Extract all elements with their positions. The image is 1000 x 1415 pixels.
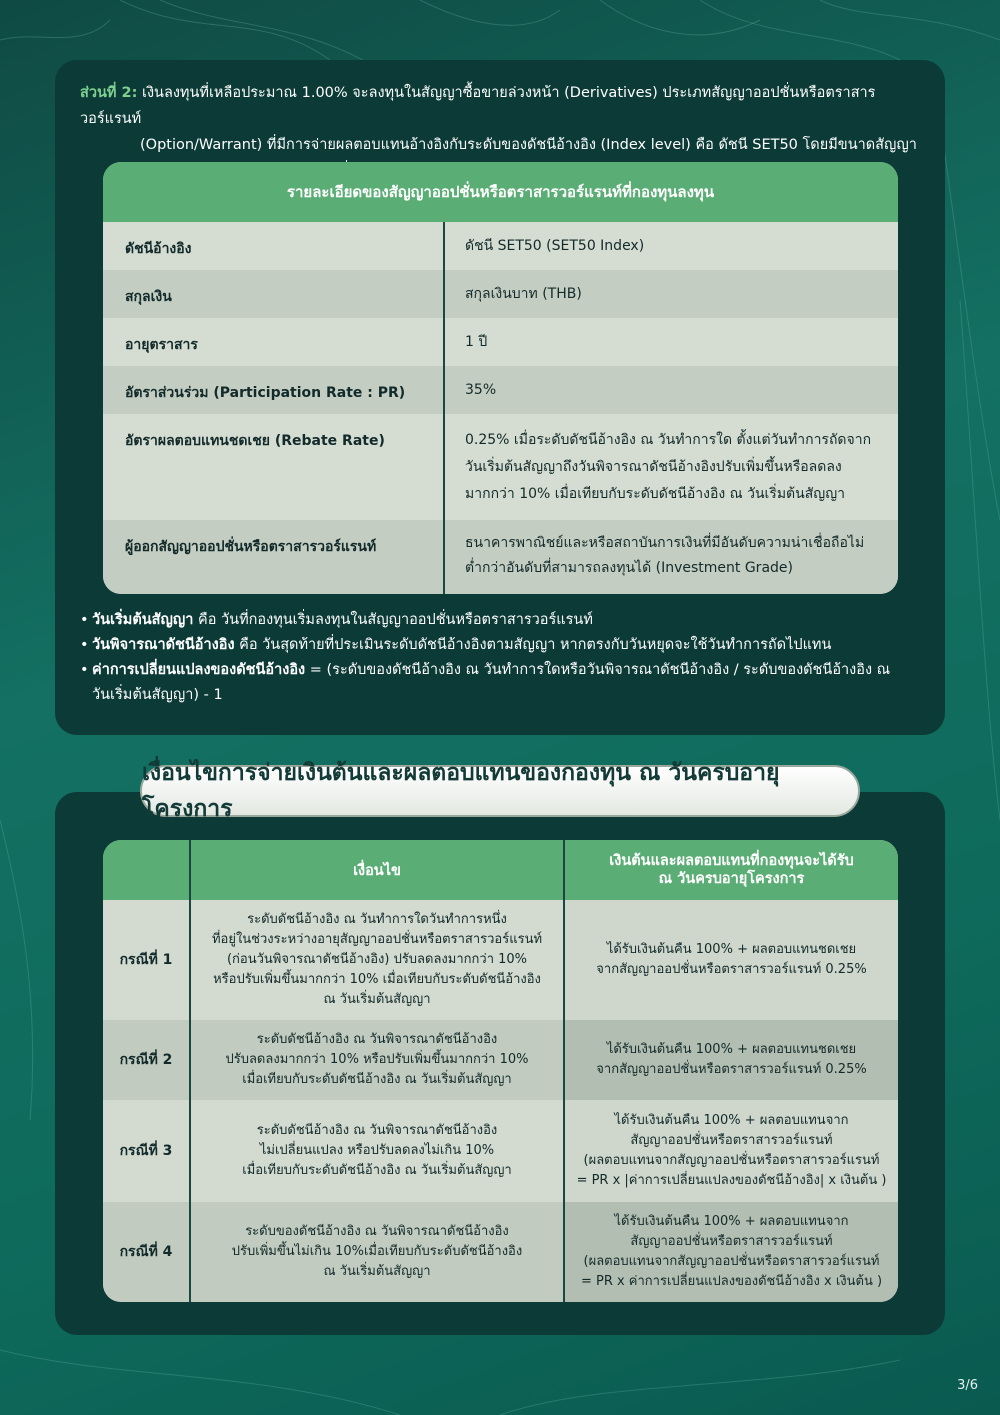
row-value — [445, 318, 898, 366]
result-line: จากสัญญาออปชั่นหรือตราสารวอร์แรนท์ 0.25% — [596, 962, 867, 977]
list-item — [80, 658, 930, 708]
payout-table-header — [103, 840, 898, 900]
condition-line: หรือปรับเพิ่มขึ้นมากกว่า 10% เมื่อเทียบกับระดับดัชนีอ้างอิง — [213, 972, 541, 987]
row-value-line: ดัชนี SET50 (SET50 Index) — [465, 238, 645, 254]
row-key: สกุลเงิน — [103, 270, 445, 318]
section2-line2: (Option/Warrant) ที่มีการจ่ายผลตอบแทนอ้างอิงกับระดับของดัชนีอ้างอิง (Index level) คือ ดัชนี SET50 โดยมีขนาดสัญญา — [140, 137, 917, 153]
case-condition — [191, 1020, 565, 1100]
condition-line: เมื่อเทียบกับระดับดัชนีอ้างอิง ณ วันเริ่มต้นสัญญา — [242, 1072, 512, 1087]
definition-term: วันพิจารณาดัชนีอ้างอิง — [92, 637, 235, 653]
list-item — [80, 608, 930, 633]
definition-text: วันเริ่มต้นสัญญา) - 1 — [92, 687, 223, 703]
result-line: (ผลตอบแทนจากสัญญาออปชั่นหรือตราสารวอร์แรนท์ — [583, 1254, 880, 1269]
row-key: อัตราส่วนร่วม (Participation Rate : PR) — [103, 366, 445, 414]
case-condition — [191, 1202, 565, 1302]
row-value-line: 0.25% เมื่อระดับดัชนีอ้างอิง ณ วันทำการใด ตั้งแต่วันทำการถัดจาก — [465, 432, 872, 448]
row-value — [445, 366, 898, 414]
row-value-line: มากกว่า 10% เมื่อเทียบกับระดับดัชนีอ้างอิง ณ วันเริ่มต้นสัญญา — [465, 486, 845, 502]
row-key: อัตราผลตอบแทนชดเชย (Rebate Rate) — [103, 414, 445, 520]
header-empty-cell — [103, 840, 191, 900]
case-condition — [191, 1100, 565, 1202]
definition-text: คือ วันสุดท้ายที่ประเมินระดับดัชนีอ้างอิงตามสัญญา หากตรงกับวันหยุดจะใช้วันทำการถัดไปแทน — [234, 637, 832, 653]
result-line: (ผลตอบแทนจากสัญญาออปชั่นหรือตราสารวอร์แรนท์ — [583, 1153, 880, 1168]
case-label: กรณีที่ 4 — [103, 1202, 191, 1302]
case-label: กรณีที่ 2 — [103, 1020, 191, 1100]
table-row — [103, 900, 898, 1020]
table-row — [103, 1202, 898, 1302]
case-result — [565, 1100, 898, 1202]
result-line: สัญญาออปชั่นหรือตราสารวอร์แรนท์ — [630, 1234, 833, 1249]
payout-title: เงื่อนไขการจ่ายเงินต้นและผลตอบแทนของกองทุน ณ วันครบอายุโครงการ — [140, 765, 860, 817]
condition-line: ระดับดัชนีอ้างอิง ณ วันทำการใดวันทำการหนึ่ง — [247, 912, 507, 927]
row-value-line: ธนาคารพาณิชย์และหรือสถาบันการเงินที่มีอันดับความน่าเชื่อถือไม่ — [465, 535, 865, 551]
definition-text: คือ วันที่กองทุนเริ่มลงทุนในสัญญาออปชั่นหรือตราสารวอร์แรนท์ — [193, 612, 593, 628]
option-details-table — [103, 162, 898, 594]
row-value — [445, 222, 898, 270]
case-result — [565, 900, 898, 1020]
condition-line: ระดับดัชนีอ้างอิง ณ วันพิจารณาดัชนีอ้างอิง — [256, 1032, 498, 1047]
case-label: กรณีที่ 3 — [103, 1100, 191, 1202]
row-key: ดัชนีอ้างอิง — [103, 222, 445, 270]
table-row — [103, 366, 898, 414]
section2-label: ส่วนที่ 2: — [80, 85, 138, 101]
definition-term: ค่าการเปลี่ยนแปลงของดัชนีอ้างอิง — [92, 662, 306, 678]
condition-line: ณ วันเริ่มต้นสัญญา — [323, 992, 431, 1007]
row-value — [445, 520, 898, 594]
payout-table — [103, 840, 898, 1302]
result-line: ได้รับเงินต้นคืน 100% + ผลตอบแทนชดเชย — [606, 942, 857, 957]
definition-term: วันเริ่มต้นสัญญา — [92, 612, 194, 628]
row-value — [445, 270, 898, 318]
section2-line1: เงินลงทุนที่เหลือประมาณ 1.00% จะลงทุนในสัญญาซื้อขายล่วงหน้า (Derivatives) ประเภทสัญญาออปชั่นหรือตราสารวอร์แรนท์ — [80, 85, 876, 127]
result-line: = PR x ค่าการเปลี่ยนแปลงของดัชนีอ้างอิง x เงินต้น ) — [580, 1274, 883, 1289]
table-row — [103, 414, 898, 520]
table-row — [103, 222, 898, 270]
condition-line: ณ วันเริ่มต้นสัญญา — [323, 1264, 431, 1279]
table-row — [103, 1020, 898, 1100]
case-condition — [191, 900, 565, 1020]
table-row — [103, 520, 898, 594]
row-value-line: วันเริ่มต้นสัญญาถึงวันพิจารณาดัชนีอ้างอิงปรับเพิ่มขึ้นหรือลดลง — [465, 459, 842, 475]
condition-line: ระดับดัชนีอ้างอิง ณ วันพิจารณาดัชนีอ้างอิง — [256, 1123, 498, 1138]
result-line: = PR x |ค่าการเปลี่ยนแปลงของดัชนีอ้างอิง| x เงินต้น ) — [576, 1173, 887, 1188]
condition-line: (ก่อนวันพิจารณาดัชนีอ้างอิง) ปรับลดลงมากกว่า 10% — [226, 952, 528, 967]
row-value-line: 35% — [465, 382, 497, 398]
row-value-line: สกุลเงินบาท (THB) — [465, 286, 582, 302]
result-line: ได้รับเงินต้นคืน 100% + ผลตอบแทนจาก — [614, 1214, 849, 1229]
header-condition: เงื่อนไข — [191, 840, 565, 900]
page-number: 3/6 — [957, 1378, 978, 1393]
case-label: กรณีที่ 1 — [103, 900, 191, 1020]
result-line: ได้รับเงินต้นคืน 100% + ผลตอบแทนจาก — [614, 1113, 849, 1128]
definition-text: = (ระดับของดัชนีอ้างอิง ณ วันทำการใดหรือวันพิจารณาดัชนีอ้างอิง / ระดับของดัชนีอ้างอิง ณ — [305, 662, 891, 678]
table-row — [103, 318, 898, 366]
case-result — [565, 1202, 898, 1302]
condition-line: ระดับของดัชนีอ้างอิง ณ วันพิจารณาดัชนีอ้างอิง — [245, 1224, 509, 1239]
table-row — [103, 270, 898, 318]
case-result — [565, 1020, 898, 1100]
condition-line: เมื่อเทียบกับระดับดัชนีอ้างอิง ณ วันเริ่มต้นสัญญา — [242, 1163, 512, 1178]
row-value — [445, 414, 898, 520]
row-value-line: 1 ปี — [465, 334, 488, 350]
result-line: สัญญาออปชั่นหรือตราสารวอร์แรนท์ — [630, 1133, 833, 1148]
row-key: อายุตราสาร — [103, 318, 445, 366]
condition-line: ปรับลดลงมากกว่า 10% หรือปรับเพิ่มขึ้นมากกว่า 10% — [225, 1052, 529, 1067]
header-return-line: ณ วันครบอายุโครงการ — [658, 871, 805, 887]
row-value-line: ต่ำกว่าอันดับที่สามารถลงทุนได้ (Investment Grade) — [465, 560, 793, 576]
table-row — [103, 1100, 898, 1202]
list-item — [80, 633, 930, 658]
row-key: ผู้ออกสัญญาออปชั่นหรือตราสารวอร์แรนท์ — [103, 520, 445, 594]
header-return-line: เงินต้นและผลตอบแทนที่กองทุนจะได้รับ — [609, 853, 854, 869]
condition-line: ที่อยู่ในช่วงระหว่างอายุสัญญาออปชั่นหรือตราสารวอร์แรนท์ — [211, 932, 543, 947]
option-table-header: รายละเอียดของสัญญาออปชั่นหรือตราสารวอร์แรนท์ที่กองทุนลงทุน — [103, 162, 898, 222]
header-return — [565, 840, 898, 900]
definitions-list — [80, 608, 930, 708]
condition-line: ปรับเพิ่มขึ้นไม่เกิน 10%เมื่อเทียบกับระดับดัชนีอ้างอิง — [231, 1244, 523, 1259]
condition-line: ไม่เปลี่ยนแปลง หรือปรับลดลงไม่เกิน 10% — [259, 1143, 495, 1158]
result-line: ได้รับเงินต้นคืน 100% + ผลตอบแทนชดเชย — [606, 1042, 857, 1057]
result-line: จากสัญญาออปชั่นหรือตราสารวอร์แรนท์ 0.25% — [596, 1062, 867, 1077]
